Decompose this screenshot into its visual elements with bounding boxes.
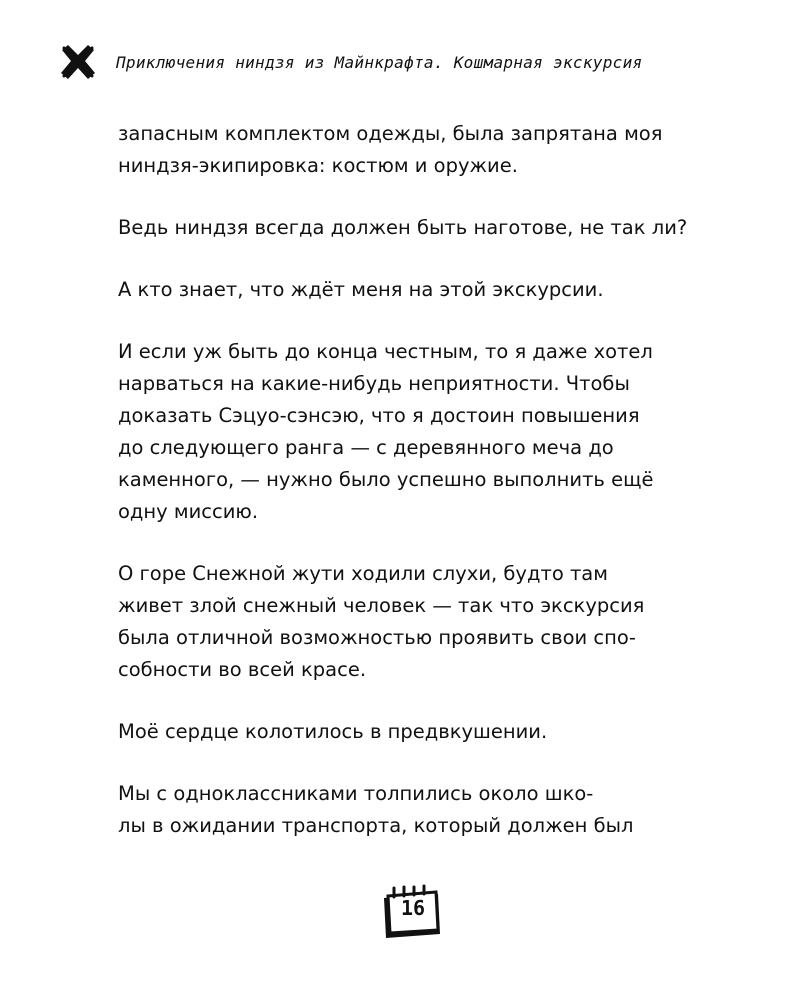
text-line: была отличной возможностью проявить свои спо- xyxy=(118,626,636,649)
book-title: Приключения ниндзя из Майнкрафта. Кошмарная экскурсия xyxy=(116,52,643,72)
paragraph xyxy=(118,274,738,306)
crossed-swords-icon xyxy=(58,42,98,82)
text-line: А кто знает, что ждёт меня на этой экскурсии. xyxy=(118,278,604,301)
text-line: до следующего ранга — с деревянного меча до xyxy=(118,436,614,459)
text-line: Мы с одноклассниками толпились около шко- xyxy=(118,782,594,805)
paragraph xyxy=(118,336,738,528)
page-number: 16 xyxy=(400,896,426,920)
text-line: И если уж быть до конца честным, то я даже хотел xyxy=(118,340,653,363)
paragraph xyxy=(118,558,738,686)
running-header xyxy=(58,42,642,82)
paragraph xyxy=(118,118,738,182)
page-body xyxy=(118,118,738,872)
text-line: доказать Сэцуо-сэнсэю, что я достоин повышения xyxy=(118,404,640,427)
text-line: лы в ожидании транспорта, который должен был xyxy=(118,814,634,837)
text-line: нарваться на какие-нибудь неприятности. Чтобы xyxy=(118,372,630,395)
text-line: Ведь ниндзя всегда должен быть наготове, не так ли? xyxy=(118,216,688,239)
paragraph xyxy=(118,716,738,748)
text-line: ниндзя-экипировка: костюм и оружие. xyxy=(118,154,518,177)
text-line: Моё сердце колотилось в предвкушении. xyxy=(118,720,548,743)
paragraph xyxy=(118,212,738,244)
text-line: собности во всей красе. xyxy=(118,658,367,681)
text-line: одну миссию. xyxy=(118,500,259,523)
text-line: живет злой снежный человек — так что экскурсия xyxy=(118,594,645,617)
paragraph xyxy=(118,778,738,842)
text-line: каменного, — нужно было успешно выполнить ещё xyxy=(118,468,654,491)
text-line: запасным комплектом одежды, была запрятана моя xyxy=(118,122,663,145)
text-line: О горе Снежной жути ходили слухи, будто там xyxy=(118,562,608,585)
page-number-badge xyxy=(378,884,448,942)
